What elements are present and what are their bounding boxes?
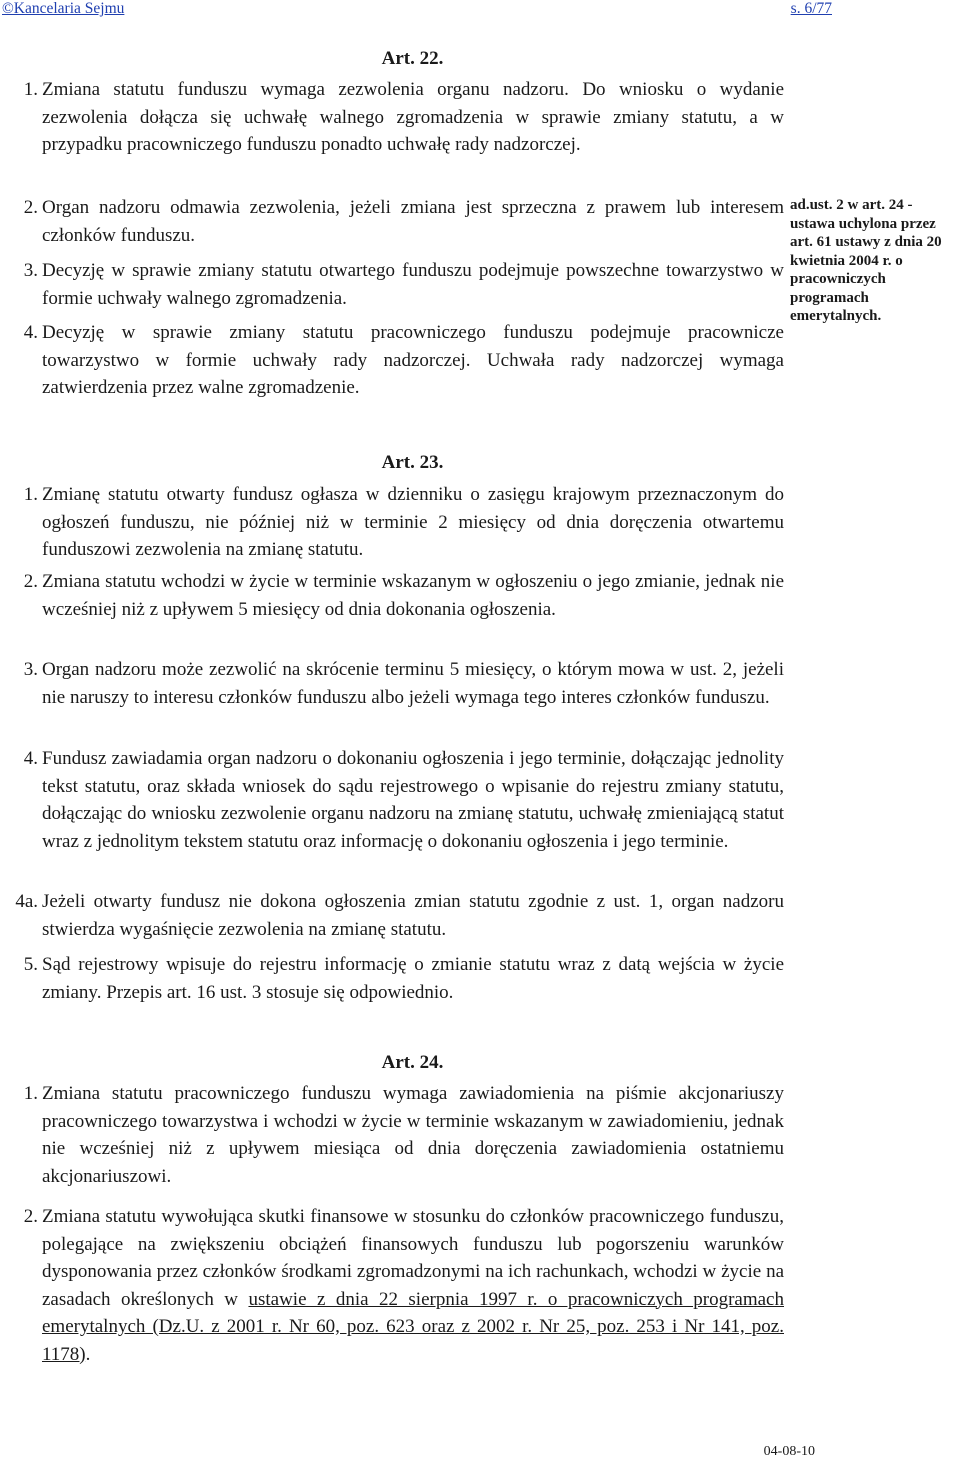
art-22-paragraph-4 — [23, 319, 784, 402]
statute-reference-link[interactable]: ustawie z dnia 22 sierpnia 1997 r. o pracowniczych programach emerytalnych (Dz.U. z 2001 r. Nr 60, poz. 623 oraz z 2002 r. Nr 25, poz. 253 i Nr 141, poz. 1178) — [42, 1288, 784, 1365]
paragraph-text: Zmiana statutu pracowniczego funduszu wymaga zawiadomienia na piśmie akcjonariuszy pracowniczego towarzystwa i wchodzi w życie w terminie wskazanym w zawiadomieniu, jednak nie wcześniej niż z upływem miesiąca od dnia doręczenia zawiadomienia ostatniemu akcjonariuszowi. — [42, 1083, 784, 1187]
paragraph-text: Zmiana statutu wywołująca skutki finansowe w stosunku do członków pracowniczego funduszu, polegające na zwiększeniu obciążeń finansowych funduszu lub pogorszeniu warunków dysponowania przez członków środkami zgromadzonymi na ich rachunkach, wchodzi w życie na zasadach określonych w — [42, 1206, 784, 1310]
header-source-link[interactable]: ©Kancelaria Sejmu — [2, 0, 125, 17]
paragraph-text: Zmiana statutu funduszu wymaga zezwolenia organu nadzoru. Do wniosku o wydanie zezwolenia dołącza się uchwałę walnego zgromadzenia w sprawie zmiany statutu, a w przypadku pracowniczego funduszu ponadto uchwałę rady nadzorczej. — [42, 79, 784, 155]
art-23-paragraph-4 — [23, 745, 784, 855]
paragraph-number: 4a. — [15, 891, 38, 912]
paragraph-number: 5. — [23, 954, 38, 975]
paragraph-text: Decyzję w sprawie zmiany statutu pracowniczego funduszu podejmuje pracownicze towarzystwo w formie uchwały rady nadzorczej. Uchwała rady nadzorczej wymaga zatwierdzenia przez walne zgromadzenie. — [42, 322, 784, 398]
paragraph-tail: . — [85, 1343, 91, 1365]
art-24-title: Art. 24. — [381, 1052, 444, 1073]
art-23-paragraph-4a — [15, 888, 784, 943]
art-22-paragraph-1 — [23, 76, 784, 159]
paragraph-number: 2. — [23, 571, 38, 592]
art-22-paragraph-2 — [23, 194, 784, 249]
paragraph-text: Zmiana statutu wchodzi w życie w terminie wskazanym w ogłoszeniu o jego zmianie, jednak nie wcześniej niż z upływem 5 miesięcy od dnia dokonania ogłoszenia. — [42, 571, 784, 620]
art-23-paragraph-5 — [23, 951, 784, 1006]
art-22-paragraph-3 — [23, 257, 784, 312]
art-23-paragraph-1 — [23, 481, 784, 564]
art-23-paragraph-2 — [23, 568, 784, 623]
paragraph-text: Decyzję w sprawie zmiany statutu otwartego funduszu podejmuje powszechne towarzystwo w formie uchwały walnego zgromadzenia. — [42, 260, 784, 309]
art-24-paragraph-1 — [23, 1080, 784, 1190]
paragraph-number: 4. — [23, 322, 38, 343]
paragraph-text: Jeżeli otwarty fundusz nie dokona ogłoszenia zmian statutu zgodnie z ust. 1, organ nadzoru stwierdza wygaśnięcie zezwolenia na zmianę statutu. — [42, 891, 784, 940]
art-22-title: Art. 22. — [381, 48, 444, 69]
paragraph-text: Organ nadzoru może zezwolić na skrócenie terminu 5 miesięcy, o którym mowa w ust. 2, jeżeli nie naruszy to interesu członków funduszu albo jeżeli wymaga tego interes członków funduszu. — [42, 659, 784, 708]
paragraph-number: 2. — [23, 1206, 38, 1227]
paragraph-text: Sąd rejestrowy wpisuje do rejestru informację o zmianie statutu wraz z datą wejścia w życie zmiany. Przepis art. 16 ust. 3 stosuje się odpowiednio. — [42, 954, 784, 1003]
paragraph-number: 1. — [23, 79, 38, 100]
paragraph-text: Zmianę statutu otwarty fundusz ogłasza w dzienniku o zasięgu krajowym przeznaczonym do ogłoszeń funduszu, nie później niż w terminie 2 miesięcy od dnia doręczenia otwartemu funduszowi zezwolenia na zmianę statutu. — [42, 484, 784, 560]
paragraph-number: 3. — [23, 260, 38, 281]
header-page-link[interactable]: s. 6/77 — [790, 0, 832, 17]
paragraph-number: 2. — [23, 197, 38, 218]
paragraph-text: Organ nadzoru odmawia zezwolenia, jeżeli zmiana jest sprzeczna z prawem lub interesem członków funduszu. — [42, 197, 784, 246]
footer-date: 04-08-10 — [763, 1444, 815, 1459]
paragraph-number: 1. — [23, 484, 38, 505]
paragraph-number: 4. — [23, 748, 38, 769]
margin-note: ad.ust. 2 w art. 24 - ustawa uchylona przez art. 61 ustawy z dnia 20 kwietnia 2004 r. o pracowniczych programach emerytalnych. — [790, 197, 942, 324]
paragraph-number: 1. — [23, 1083, 38, 1104]
paragraph-text: Fundusz zawiadamia organ nadzoru o dokonaniu ogłoszenia i jego terminie, dołączając jednolity tekst statutu, oraz składa wniosek do sądu rejestrowego o wpisanie do rejestru zmiany statutu, dołączając do wniosku zezwolenie organu nadzoru na zmianę statutu, uchwałę zmieniającą statut wraz z jednolitym tekstem statutu oraz informację o dokonaniu ogłoszenia i jego terminie. — [42, 748, 784, 852]
paragraph-number: 3. — [23, 659, 38, 680]
art-23-title: Art. 23. — [381, 452, 444, 473]
art-23-paragraph-3 — [23, 656, 784, 711]
art-24-paragraph-2 — [23, 1203, 784, 1368]
